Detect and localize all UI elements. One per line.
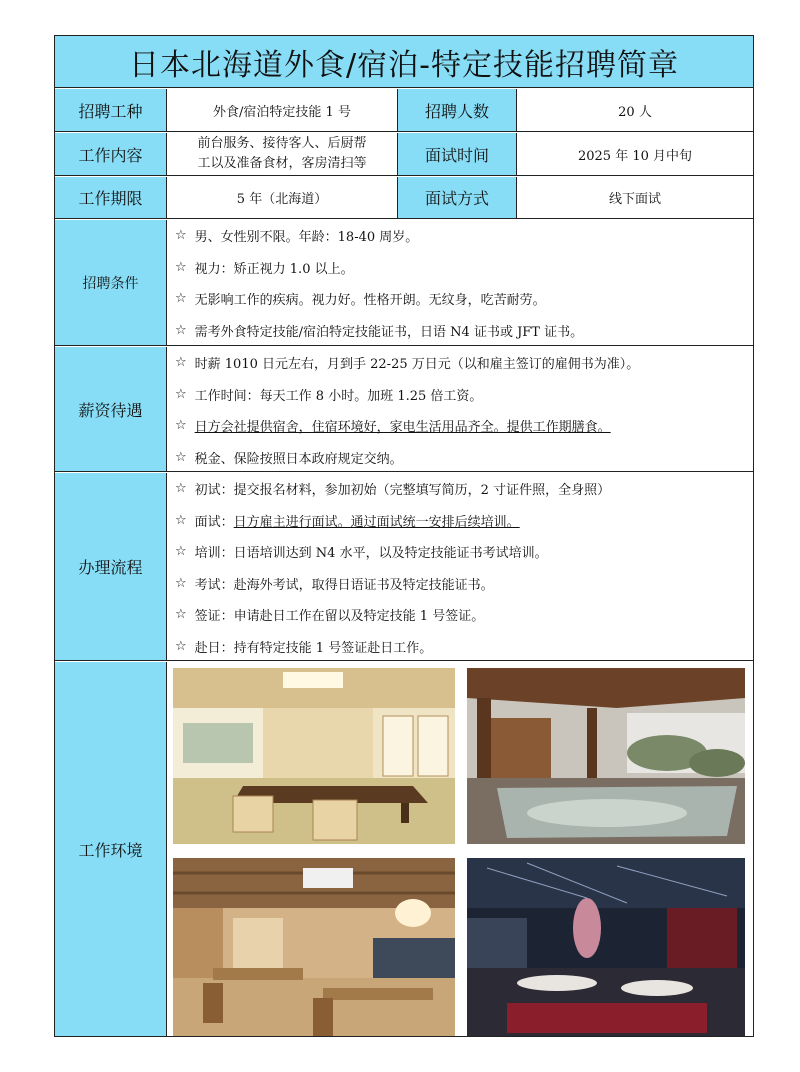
star-icon: ☆ [175,259,187,275]
star-icon: ☆ [175,575,187,591]
environment-section [55,662,753,1036]
star-icon: ☆ [175,449,187,465]
label-job-type: 招聘工种 [55,89,167,131]
list-item: ☆ 签证： 申请赴日工作在留以及特定技能 1 号签证。 [175,607,485,625]
list-item: ☆ 日方会社提供宿舍，住宿环境好，家电生活用品齐全。提供工作期膳食。 [175,418,611,436]
list-item: ☆ 培训： 日语培训达到 N4 水平，以及特定技能证书考试培训。 [175,544,548,562]
info-row-3 [55,177,753,219]
job-content-line-1: 前台服务、接待客人、后厨帮 [197,136,367,151]
value-job-content [167,133,397,175]
star-icon: ☆ [175,638,187,654]
wooden-restaurant-photo [173,858,455,1036]
photo-grid [173,668,753,1036]
star-icon: ☆ [175,355,187,371]
value-headcount: 20 人 [618,104,652,120]
list-item: ☆ 需考外食特定技能/宿泊特定技能证书，日语 N4 证书或 JFT 证书。 [175,322,584,340]
star-icon: ☆ [175,322,187,338]
star-icon: ☆ [175,418,187,434]
environment-label: 工作环境 [55,662,167,1036]
process-label: 办理流程 [55,473,167,660]
salary-label: 薪资待遇 [55,347,167,471]
star-icon: ☆ [175,544,187,560]
star-icon: ☆ [175,512,187,528]
japanese-tatami-room-photo [173,668,455,844]
value-job-type: 外食/宿泊特定技能 1 号 [213,104,351,120]
label-headcount: 招聘人数 [397,89,517,131]
list-item: ☆ 视力：矫正视力 1.0 以上。 [175,259,354,277]
list-item: ☆ 考试： 赴海外考试，取得日语证书及特定技能证书。 [175,575,494,593]
value-interview-method: 线下面试 [608,192,661,207]
list-item: ☆ 税金、保险按照日本政府规定交纳。 [175,449,403,467]
label-interview-method: 面试方式 [397,177,517,218]
list-item: ☆ 工作时间：每天工作 8 小时。加班 1.25 倍工资。 [175,386,483,404]
requirements-section [55,220,753,346]
value-work-period: 5 年（北海道） [236,192,328,207]
process-section [55,473,753,661]
info-row-2 [55,133,753,176]
page-title: 日本北海道外食/宿泊-特定技能招聘简章 [55,36,753,88]
salary-list [175,347,747,473]
label-interview-time: 面试时间 [397,133,517,175]
outdoor-onsen-photo [467,668,745,844]
star-icon: ☆ [175,386,187,402]
label-work-period: 工作期限 [55,177,167,218]
requirements-list [175,220,747,346]
list-item: ☆ 无影响工作的疾病。视力好。性格开朗。无纹身，吃苦耐劳。 [175,291,546,309]
list-item: ☆ 赴日： 持有特定技能 1 号签证赴日工作。 [175,638,433,656]
list-item: ☆ 男、女性别不限。年龄：18-40 周岁。 [175,228,419,246]
star-icon: ☆ [175,607,187,623]
process-list [175,473,747,662]
modern-dining-hall-photo [467,858,745,1036]
salary-section [55,347,753,472]
job-content-line-2: 工以及准备食材，客房清扫等 [197,156,367,171]
list-item: ☆ 面试： 日方雇主进行面试。通过面试统一安排后续培训。 [175,512,520,530]
list-item: ☆ 初试： 提交报名材料，参加初始（完整填写简历，2 寸证件照，全身照） [175,481,611,499]
list-item: ☆ 时薪 1010 日元左右，月到手 22-25 万日元（以和雇主签订的雇佣书为准）。 [175,355,640,373]
requirements-label: 招聘条件 [55,220,167,345]
star-icon: ☆ [175,291,187,307]
value-interview-time: 2025 年 10 月中旬 [577,148,693,164]
star-icon: ☆ [175,481,187,497]
star-icon: ☆ [175,228,187,244]
info-row-1 [55,89,753,132]
label-job-content: 工作内容 [55,133,167,175]
recruitment-sheet [54,35,754,1037]
